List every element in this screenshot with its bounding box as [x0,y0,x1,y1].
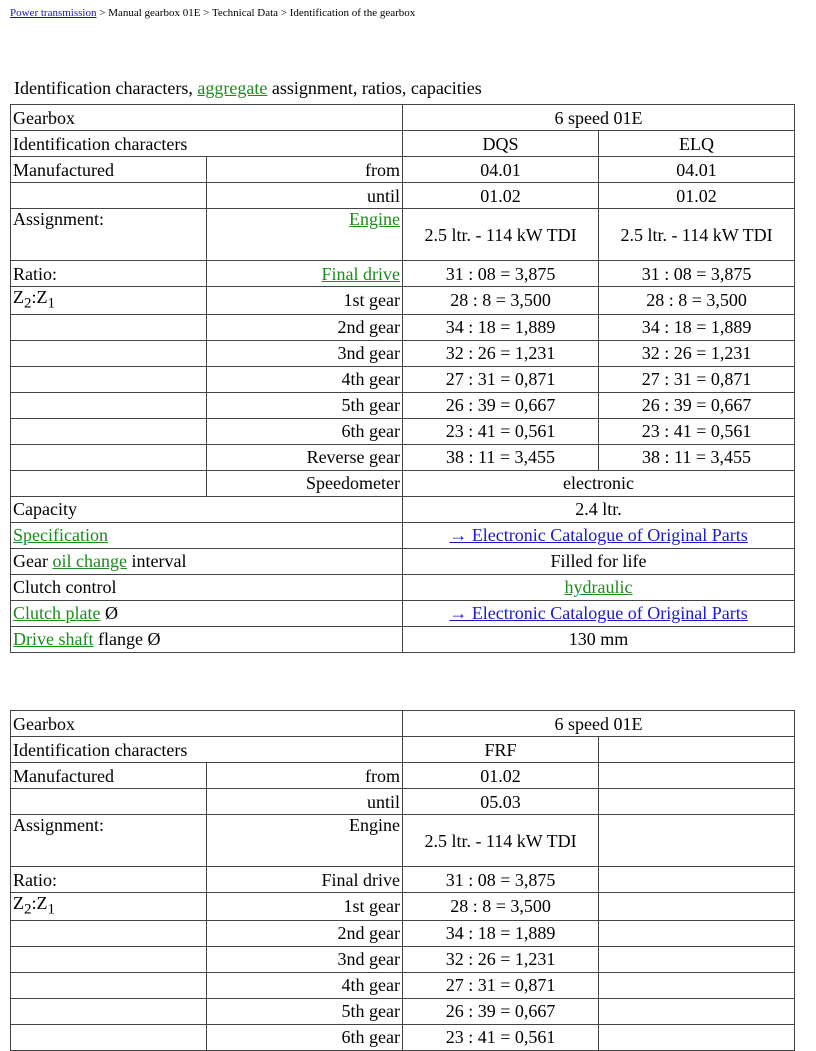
table-row [11,626,795,652]
table-caption [14,78,482,99]
until-label: until [207,789,403,815]
table-row [11,893,795,921]
table-row [11,789,795,815]
table-row [11,314,795,340]
gear-label: Reverse gear [207,444,403,470]
table-row [11,340,795,366]
final-drive-value: 31 : 08 = 3,875 [599,261,795,287]
from-label: from [207,763,403,789]
empty-cell [11,920,207,946]
from-value: 01.02 [403,763,599,789]
id-chars-label: Identification characters [11,737,403,763]
table-row [11,711,795,737]
specification-link[interactable]: Specification [13,525,108,546]
caption-text-2: assignment, ratios, capacities [267,78,482,98]
empty-cell [11,470,207,496]
clutch-plate-link[interactable]: Clutch plate [13,603,101,624]
table-row [11,183,795,209]
table-row [11,548,795,574]
table-row [11,496,795,522]
empty-cell [11,1024,207,1050]
oil-change-value: Filled for life [403,548,795,574]
final-drive-link[interactable]: Final drive [321,263,401,284]
catalogue-link[interactable]: → Electronic Catalogue of Original Parts [449,603,748,624]
z-ratio-label: $Z_2:Z_1$ [11,893,207,921]
gear-value: 27 : 31 = 0,871 [403,366,599,392]
speedometer-value: electronic [403,470,795,496]
empty-cell [11,340,207,366]
z-ratio-label: $Z_2:Z_1$ [11,287,207,315]
table-row [11,1024,795,1050]
gear-label: 3nd gear [207,340,403,366]
table-row [11,444,795,470]
table-row [11,105,795,131]
id-chars-label: Identification characters [11,131,403,157]
gear-value: 34 : 18 = 1,889 [403,920,599,946]
gear-value: 38 : 11 = 3,455 [599,444,795,470]
clutch-control-label: Clutch control [11,574,403,600]
from-label: from [207,157,403,183]
caption-text-1: Identification characters, [14,78,198,98]
breadcrumb-path: > Manual gearbox 01E > Technical Data > Identification of the gearbox [96,7,416,19]
specification-label-cell [11,522,403,548]
empty-cell [11,444,207,470]
empty-cell [599,867,795,893]
aggregate-link[interactable]: aggregate [197,78,268,98]
table-row [11,972,795,998]
gear-value: 23 : 41 = 0,561 [599,418,795,444]
table-row [11,287,795,315]
gear-value: 34 : 18 = 1,889 [403,314,599,340]
gear-value: 26 : 39 = 0,667 [403,998,599,1024]
assignment-label: Assignment: [11,209,207,261]
gear-value: 27 : 31 = 0,871 [403,972,599,998]
empty-cell [11,392,207,418]
capacity-value: 2.4 ltr. [403,496,795,522]
gear-value: 28 : 8 = 3,500 [403,287,599,315]
gear-label: 2nd gear [207,314,403,340]
table-row [11,209,795,261]
breadcrumb-link-power-transmission[interactable]: Power transmission [10,7,97,19]
table-row [11,157,795,183]
empty-cell [599,972,795,998]
gearbox-value: 6 speed 01E [403,105,795,131]
from-value: 04.01 [403,157,599,183]
final-drive-value: 31 : 08 = 3,875 [403,867,599,893]
table-row [11,815,795,867]
empty-cell [599,998,795,1024]
gear-label: 6th gear [207,418,403,444]
gear-value: 26 : 39 = 0,667 [403,392,599,418]
drive-shaft-link[interactable]: Drive shaft [13,629,94,650]
gearbox-value: 6 speed 01E [403,711,795,737]
table-row [11,600,795,626]
gear-value: 32 : 26 = 1,231 [599,340,795,366]
hydraulic-link[interactable]: hydraulic [564,577,633,598]
empty-cell [599,920,795,946]
manufactured-label: Manufactured [11,157,207,183]
until-value: 01.02 [403,183,599,209]
gear-label: 6th gear [207,1024,403,1050]
table-row [11,392,795,418]
clutch-plate-value-cell [403,600,795,626]
table-row [11,418,795,444]
empty-cell [599,893,795,921]
ratio-label: Ratio: [11,867,207,893]
gear-value: 23 : 41 = 0,561 [403,1024,599,1050]
empty-cell [11,366,207,392]
table-row [11,946,795,972]
empty-cell [599,1024,795,1050]
final-drive-value: 31 : 08 = 3,875 [403,261,599,287]
engine-label: Engine [207,815,403,867]
empty-cell [599,763,795,789]
table-row [11,131,795,157]
manufactured-label: Manufactured [11,763,207,789]
clutch-control-value-cell [403,574,795,600]
engine-value: 2.5 ltr. - 114 kW TDI [403,209,599,261]
gear-value: 27 : 31 = 0,871 [599,366,795,392]
gear-value: 34 : 18 = 1,889 [599,314,795,340]
id-code-cell: FRF [403,737,599,763]
oil-change-label-cell: Gear oil change interval [11,548,403,574]
drive-shaft-label-cell: Drive shaft flange Ø [11,626,403,652]
until-label: until [207,183,403,209]
table-row [11,470,795,496]
table-row [11,737,795,763]
table-row [11,920,795,946]
empty-cell [11,418,207,444]
gear-value: 28 : 8 = 3,500 [403,893,599,921]
gear-value: 26 : 39 = 0,667 [599,392,795,418]
engine-label-cell [207,209,403,261]
gear-value: 23 : 41 = 0,561 [403,418,599,444]
table-row [11,763,795,789]
empty-cell [599,789,795,815]
id-code-cell: DQS [403,131,599,157]
gearbox-label: Gearbox [11,105,403,131]
gear-label: 4th gear [207,366,403,392]
gear-value: 32 : 26 = 1,231 [403,946,599,972]
table-row [11,998,795,1024]
catalogue-link[interactable]: → Electronic Catalogue of Original Parts [449,525,748,546]
engine-value: 2.5 ltr. - 114 kW TDI [599,209,795,261]
gearbox-table-1 [10,104,795,653]
engine-link[interactable]: Engine [349,209,401,229]
engine-value: 2.5 ltr. - 114 kW TDI [403,815,599,867]
empty-cell [11,789,207,815]
breadcrumb [10,7,415,19]
final-drive-label-cell [207,261,403,287]
until-value: 01.02 [599,183,795,209]
table-row [11,574,795,600]
gear-label: 1st gear [207,287,403,315]
table-row [11,522,795,548]
drive-shaft-value: 130 mm [403,626,795,652]
empty-cell [11,998,207,1024]
empty-cell [11,183,207,209]
table-row [11,366,795,392]
empty-cell [599,737,795,763]
gear-label: 2nd gear [207,920,403,946]
clutch-plate-label-cell: Clutch plate Ø [11,600,403,626]
gear-label: 3nd gear [207,946,403,972]
empty-cell [11,314,207,340]
speedometer-label: Speedometer [207,470,403,496]
gear-label: 1st gear [207,893,403,921]
gear-value: 38 : 11 = 3,455 [403,444,599,470]
table-row [11,261,795,287]
empty-cell [11,946,207,972]
gear-label: 5th gear [207,392,403,418]
empty-cell [599,815,795,867]
capacity-label: Capacity [11,496,403,522]
gear-label: 4th gear [207,972,403,998]
gear-label: 5th gear [207,998,403,1024]
specification-value-cell [403,522,795,548]
ratio-label: Ratio: [11,261,207,287]
empty-cell [11,972,207,998]
from-value: 04.01 [599,157,795,183]
gearbox-label: Gearbox [11,711,403,737]
gear-value: 28 : 8 = 3,500 [599,287,795,315]
table-row [11,867,795,893]
empty-cell [599,946,795,972]
final-drive-label: Final drive [207,867,403,893]
link-marker [0,652,4,660]
assignment-label: Assignment: [11,815,207,867]
gear-value: 32 : 26 = 1,231 [403,340,599,366]
id-code-cell: ELQ [599,131,795,157]
until-value: 05.03 [403,789,599,815]
gearbox-table-2 [10,710,795,1051]
oil-change-link[interactable]: oil change [52,551,127,572]
